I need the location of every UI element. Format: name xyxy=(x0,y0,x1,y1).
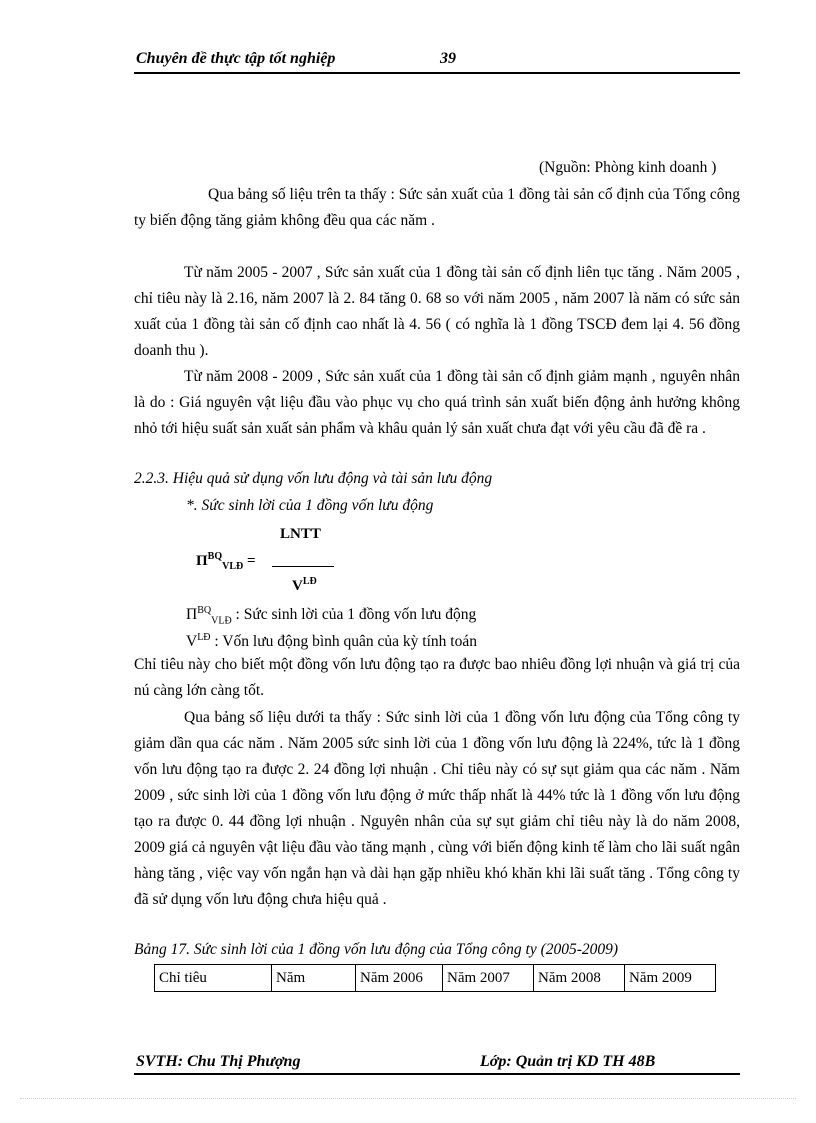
page-number: 39 xyxy=(440,50,456,67)
sub-heading: *. Sức sinh lời của 1 đồng vốn lưu động xyxy=(186,497,434,514)
paragraph-2 xyxy=(134,260,740,364)
def2-sup: LĐ xyxy=(197,632,211,643)
paragraph-3 xyxy=(134,364,740,442)
paragraph-1-text: Qua bảng số liệu trên ta thấy : Sức sản xuất của 1 đồng tài sản cố định của Tổng công ty biến động tăng giảm không đều qua các năm . xyxy=(134,186,740,229)
formula-denominator xyxy=(292,576,317,595)
def1-symbol: П xyxy=(186,606,198,624)
formula-equals: = xyxy=(247,553,256,569)
table-header-cell: Năm 2009 xyxy=(625,965,716,992)
page-footer xyxy=(134,1053,740,1075)
source-note: (Nguồn: Phòng kinh doanh ) xyxy=(539,159,717,176)
table-header-cell: Năm xyxy=(272,965,356,992)
table-header-cell: Năm 2008 xyxy=(534,965,625,992)
formula-lhs-base: П xyxy=(196,553,208,569)
paragraph-1 xyxy=(134,182,740,234)
formula-lhs-sup: BQ xyxy=(207,551,223,562)
paragraph-5-text: Qua bảng số liệu dưới ta thấy : Sức sinh lời của 1 đồng vốn lưu động của Tổng công ty giảm dần qua các năm . Năm 2005 sức sinh lời của 1 đồng vốn lưu động là 224%, tức là 1 đồng vốn lưu động tạo ra được 2. 24 đồng lợi nhuận . Chỉ tiêu này có sự sụt giảm qua các năm . Năm 2009 , sức sinh lời của 1 đồng vốn lưu động ở mức thấp nhất là 44% tức là 1 đồng vốn lưu động tạo ra được 0. 44 đồng lợi nhuận . Nguyên nhân của sự sụt giảm chỉ tiêu này là do năm 2008, 2009 giá cả nguyên vật liệu đầu vào tăng mạnh , cùng với biến động kinh tế làm cho lãi suất ngân hàng tăng , việc vay vốn ngắn hạn và dài hạn gặp nhiều khó khăn khi lãi suất tăng . Tổng công ty đã sử dụng vốn lưu động chưa hiệu quả . xyxy=(134,709,740,908)
page-bottom-divider xyxy=(20,1098,796,1099)
formula-numerator: LNTT xyxy=(280,526,321,542)
paragraph-5 xyxy=(134,705,740,913)
table-caption: Bảng 17. Sức sinh lời của 1 đồng vốn lưu động của Tổng công ty (2005-2009) xyxy=(134,941,619,958)
def2-symbol: V xyxy=(186,633,198,651)
def1-sub: VLĐ xyxy=(211,615,232,627)
footer-student: SVTH: Chu Thị Phượng xyxy=(136,1053,301,1070)
footer-class: Lớp: Quản trị KD TH 48B xyxy=(480,1053,656,1070)
formula-den-base: V xyxy=(292,578,303,594)
def2-text: : Vốn lưu động bình quân của kỳ tính toán xyxy=(214,633,477,651)
table-header-cell: Năm 2006 xyxy=(356,965,443,992)
formula-lhs-sub: VLĐ xyxy=(222,561,244,572)
formula-lhs xyxy=(196,551,256,572)
data-table xyxy=(154,964,716,992)
table-header-row xyxy=(155,965,716,992)
header-title: Chuyên đề thực tập tốt nghiệp xyxy=(136,50,336,67)
paragraph-3-text: Từ năm 2008 - 2009 , Sức sản xuất của 1 đồng tài sản cố định giảm mạnh , nguyên nhân là do : Giá nguyên vật liệu đầu vào phục vụ cho quá trình sản xuất biến động ảnh hưởng không nhỏ tới hiệu suất sản xuất sản phẩm và khâu quản lý sản xuất chưa đạt với yêu cầu đã đề ra . xyxy=(134,368,740,437)
definition-2 xyxy=(186,628,477,652)
formula-den-sup: LĐ xyxy=(302,576,317,587)
paragraph-4 xyxy=(134,652,740,704)
page-header xyxy=(134,50,740,74)
paragraph-4-text: Chỉ tiêu này cho biết một đồng vốn lưu động tạo ra được bao nhiêu đồng lợi nhuận và giá trị của nú càng lớn càng tốt. xyxy=(134,656,740,699)
table-header-cell: Năm 2007 xyxy=(443,965,534,992)
section-heading: 2.2.3. Hiệu quả sử dụng vốn lưu động và tài sản lưu động xyxy=(134,470,493,487)
def1-sup: BQ xyxy=(197,605,212,616)
formula-fraction-bar xyxy=(272,566,334,567)
definition-1 xyxy=(186,601,476,631)
table-header-cell: Chỉ tiêu xyxy=(155,965,272,992)
paragraph-2-text: Từ năm 2005 - 2007 , Sức sản xuất của 1 đồng tài sản cố định liên tục tăng . Năm 2005 , chỉ tiêu này là 2.16, năm 2007 là 2. 84 tăng 0. 68 so với năm 2005 , năm 2007 là năm có sức sản xuất của 1 đồng tài sản cố định cao nhất là 4. 56 ( có nghĩa là 1 đồng TSCĐ đem lại 4. 56 đồng doanh thu ). xyxy=(134,264,740,359)
def1-text: : Sức sinh lời của 1 đồng vốn lưu động xyxy=(235,606,477,624)
